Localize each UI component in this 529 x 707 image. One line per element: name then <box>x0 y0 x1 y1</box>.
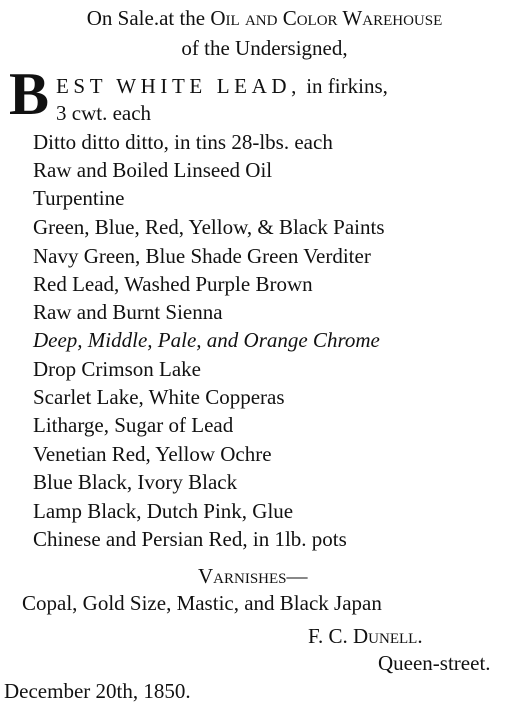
list-item: Blue Black, Ivory Black <box>33 470 238 494</box>
list-item: Drop Crimson Lake <box>33 357 201 381</box>
varnishes-list: Copal, Gold Size, Mastic, and Black Japan <box>22 591 382 615</box>
warehouse-name: Oil and Color Warehouse <box>210 6 443 30</box>
list-item: Ditto ditto ditto, in tins 28-lbs. each <box>33 130 333 154</box>
first-item-title: EST WHITE LEAD, <box>56 74 301 98</box>
list-item: Chinese and Persian Red, in 1lb. pots <box>33 527 347 551</box>
signature: F. C. Dunell. <box>308 624 423 648</box>
list-item: Scarlet Lake, White Copperas <box>33 385 285 409</box>
list-item: Deep, Middle, Pale, and Orange Chrome <box>33 328 380 352</box>
list-item: Turpentine <box>33 186 125 210</box>
list-item: Venetian Red, Yellow Ochre <box>33 442 272 466</box>
first-item-continuation: 3 cwt. each <box>56 101 152 125</box>
header-line-1 <box>0 5 529 31</box>
list-item: Lamp Black, Dutch Pink, Glue <box>33 499 294 523</box>
header-intro: On Sale.at the <box>86 6 211 30</box>
list-item: Navy Green, Blue Shade Green Verditer <box>33 244 371 268</box>
list-item: Raw and Burnt Sienna <box>33 300 223 324</box>
varnishes-heading: Varnishes— <box>198 564 308 588</box>
date: December 20th, 1850. <box>4 679 191 703</box>
address: Queen-street. <box>378 651 491 675</box>
first-item-detail: in firkins, <box>300 74 388 98</box>
first-item <box>56 73 388 99</box>
list-item: Green, Blue, Red, Yellow, & Black Paints <box>33 215 385 239</box>
drop-cap: B <box>9 61 50 127</box>
list-item: Red Lead, Washed Purple Brown <box>33 272 313 296</box>
list-item: Raw and Boiled Linseed Oil <box>33 158 273 182</box>
header-line-2: of the Undersigned, <box>181 36 348 60</box>
list-item: Litharge, Sugar of Lead <box>33 413 234 437</box>
